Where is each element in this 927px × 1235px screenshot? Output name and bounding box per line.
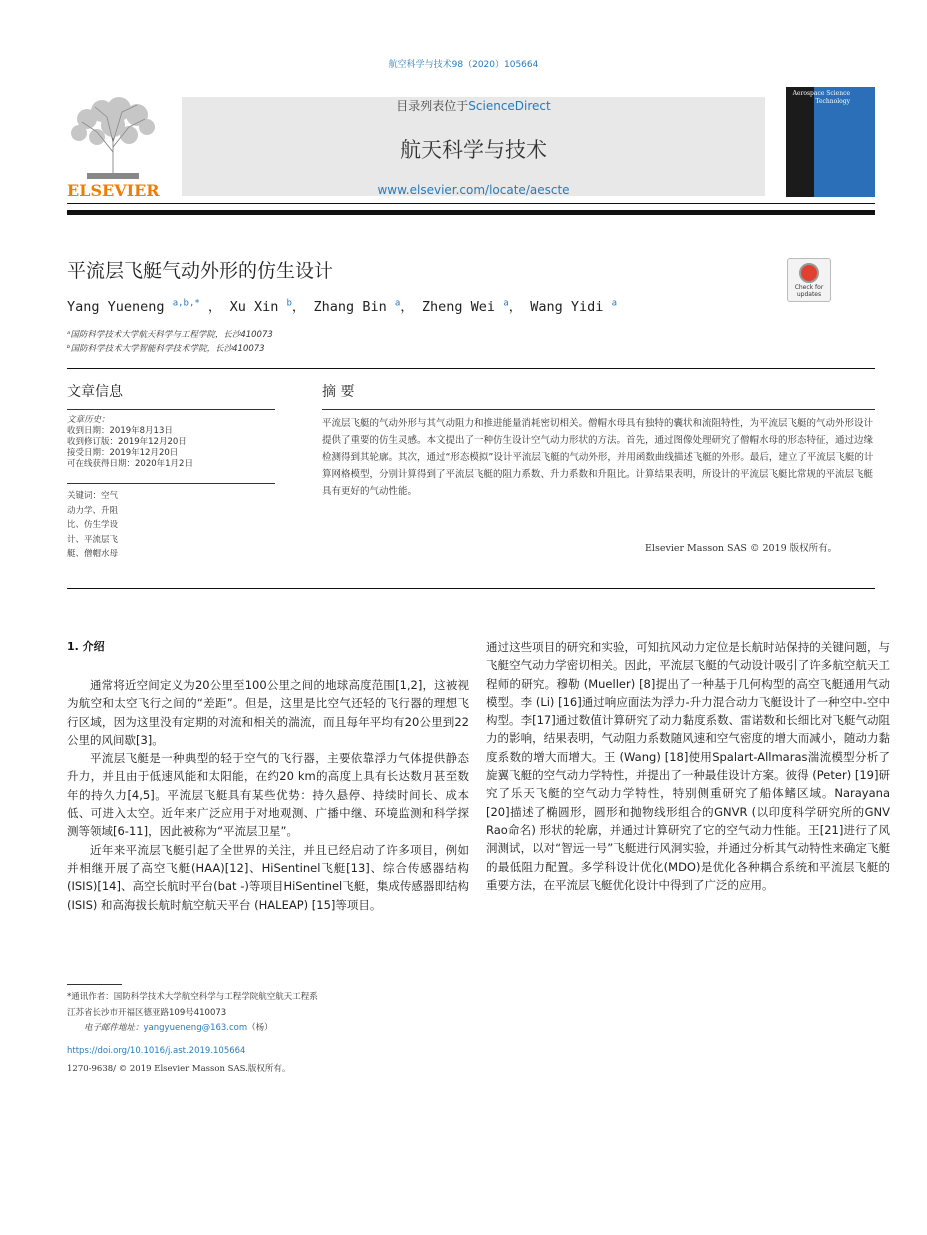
history-item: 收到日期：2019年8月13日 bbox=[67, 426, 173, 436]
section-rule bbox=[67, 368, 875, 369]
abstract-heading: 摘 要 bbox=[322, 384, 355, 400]
author-separator: ， bbox=[291, 299, 306, 315]
author-affil-mark[interactable]: a,b,* bbox=[172, 298, 200, 309]
email-suffix: （杨） bbox=[247, 1023, 273, 1033]
history-item: 接受日期：2019年12月20日 bbox=[67, 448, 179, 458]
section-heading-introduction: 1. 介绍 bbox=[67, 640, 105, 653]
sciencedirect-link[interactable]: ScienceDirect bbox=[468, 99, 551, 113]
author-list bbox=[67, 295, 617, 315]
article-history bbox=[67, 415, 275, 470]
doi-link[interactable] bbox=[67, 1046, 245, 1056]
info-rule bbox=[67, 409, 275, 410]
affiliation-a: ᵃ国防科学技术大学航天科学与工程学院，长沙410073 bbox=[67, 330, 273, 340]
author-affil-mark[interactable]: a bbox=[503, 298, 509, 309]
keyword-line: 关键词：空气 bbox=[67, 491, 119, 501]
body-paragraph: 通过这些项目的研究和实验，可知抗风动力定位是长航时站保持的关键问题，与飞艇空气动力学密切相关。因此，平流层飞艇的气动设计吸引了许多航空航天工程师的研究。穆勒 (Mueller) [8]提出了一种基于几何构型的高空飞艇通用气动模型。李 (Li) [16]通过响应面法为浮力-升力混合动力飞艇设计了一种空中-空中构型。李[17]通过数值计算研究了动力黏度系数、雷诺数和长细比对飞艇气动阻力的影响，结果表明，气动阻力系数随风速和空气密度的增大而减小，随动力黏度系数的增大而增大。王 (Wang) [18]使用Spalart-Allmaras湍流模型分析了旋翼飞艇的空气动力学特性，并提出了一种最佳设计方案。彼得 (Peter) [19]研究了乐天飞艇的空气动力学特性，特别侧重研究了船体鳍区域。Narayana [20]描述了椭圆形，圆形和抛物线形组合的GNVR (以印度科学研究所的GNV Rao命名) 形状的轮廓，并通过计算研究了它的空气动力性能。王[21]进行了风洞测试，以对“智远一号”飞艇进行风洞实验，并通过分析其气动特性来确定飞艇的最低阻力配置。多学科设计优化(MDO)是优化各种耦合系统和平流层飞艇的重要方法，在平流层飞艇优化设计中得到了广泛的应用。 bbox=[486, 640, 890, 892]
keyword-line: 比、仿生学设 bbox=[67, 520, 119, 530]
abstract-text: 平流层飞艇的气动外形与其气动阻力和推进能量消耗密切相关。僧帽水母具有独特的囊状和流阻特性，为平流层飞艇的气动外形设计提供了重要的仿生灵感。本文提出了一种仿生设计空气动力形状的方法。首先，通过图像处理研究了僧帽水母的形态特征，通过边缘检测得到其轮廓。其次，通过“形态模拟”设计平流层飞艇的气动外形，并用函数曲线描述飞艇的外形。最后，建立了平流层飞艇的计算网格模型，分别计算得到了平流层飞艇的阻力系数、升力系数和升阻比。计算结果表明，所设计的平流层飞艇比常规的平流层飞艇具有更好的气动性能。 bbox=[322, 418, 874, 497]
author-affil-mark[interactable]: b bbox=[286, 298, 292, 309]
body-paragraph: 近年来平流层飞艇引起了全世界的关注，并且已经启动了许多项目，例如并相继开展了高空飞艇(HAA)[12]、HiSentinel飞艇[13]、综合传感器结构(ISIS)[14]、高空长航时平台(bat -)等项目HiSentinel飞艇，集成传感器即结构 (ISIS) 和高海拔长航时航空航天平台 (HALEAP) [15]等项目。 bbox=[67, 842, 469, 912]
email-line bbox=[84, 1021, 273, 1033]
body-paragraph: 平流层飞艇是一种典型的轻于空气的飞行器，主要依靠浮力气体提供静态升力，并且由于低速风能和太阳能，在约20 km的高度上具有长达数月甚至数年的持久力[4,5]。平流层飞艇具有某些优势：持久悬停、持续时间长、成本低、可进入太空。近年来广泛应用于对地观测、广播中继、环境监测和科学探测等领域[6-11]，因此被称为“平流层卫星”。 bbox=[67, 751, 469, 839]
journal-cover-title: Aerospace Science Technology bbox=[792, 90, 850, 105]
author-separator: ， bbox=[508, 299, 523, 315]
history-item: 收到修订版：2019年12月20日 bbox=[67, 437, 187, 447]
keyword-line: 计、平流层飞 bbox=[67, 534, 119, 545]
history-label: 文章历史： bbox=[67, 415, 110, 425]
abstract-rule bbox=[322, 409, 875, 410]
keyword-line: 艇、僧帽水母 bbox=[67, 549, 119, 559]
journal-reference[interactable]: 航空科学与技术98（2020）105664 bbox=[388, 60, 539, 70]
corresponding-address: 江苏省长沙市开福区德亚路109号410073 bbox=[67, 1008, 227, 1018]
keyword-line: 动力学、升阻 bbox=[67, 505, 119, 516]
check-updates-label: Check for updates bbox=[794, 284, 824, 298]
doi-text[interactable]: https://doi.org/10.1016/j.ast.2019.105664 bbox=[67, 1046, 246, 1056]
header-rule bbox=[67, 203, 875, 204]
body-column-left bbox=[67, 676, 469, 914]
affiliation-b: ᵇ国防科学技术大学智能科学技术学院，长沙410073 bbox=[67, 344, 265, 354]
author-affil-mark[interactable]: a bbox=[394, 298, 401, 309]
history-item: 可在线获得日期：2020年1月2日 bbox=[67, 459, 193, 469]
contents-prefix: 目录列表位于 bbox=[396, 99, 469, 113]
keywords bbox=[67, 489, 137, 562]
body-paragraph: 通常将近空间定义为20公里至100公里之间的地球高度范围[1,2]，这被视为航空和太空飞行之间的“差距”。但是，这里是比空气还轻的飞行器的理想飞行区域，因为这里没有定期的对流和相关的湍流，而且每年平均有20公里到22公里的风间歇[3]。 bbox=[67, 678, 469, 747]
info-rule-2 bbox=[67, 483, 275, 484]
email-label: 电子邮件地址： bbox=[84, 1023, 144, 1033]
email-link[interactable]: yangyueneng@163.com bbox=[143, 1023, 248, 1033]
abstract-bottom-rule bbox=[67, 588, 875, 589]
issn-copyright: 1270-9638/ © 2019 Elsevier Masson SAS.版权所有。 bbox=[67, 1064, 291, 1074]
header-thick-rule bbox=[67, 210, 875, 215]
check-for-updates-button[interactable] bbox=[787, 258, 831, 302]
check-updates-icon bbox=[799, 263, 819, 283]
journal-url-link[interactable]: www.elsevier.com/locate/aescte bbox=[377, 183, 570, 197]
body-column-right bbox=[486, 638, 890, 894]
author-affil-mark[interactable]: a bbox=[611, 298, 617, 309]
author-name[interactable]: Yang Yueneng bbox=[67, 299, 165, 315]
article-info-heading: 文章信息 bbox=[67, 384, 123, 400]
contents-line bbox=[182, 97, 765, 114]
author-separator: ， bbox=[400, 299, 414, 315]
footnote-rule bbox=[67, 984, 122, 985]
abstract-copyright: Elsevier Masson SAS © 2019 版权所有。 bbox=[645, 543, 838, 554]
author-name[interactable]: Xu Xin bbox=[229, 299, 279, 315]
author-name[interactable]: Wang Yidi bbox=[530, 299, 604, 315]
journal-name: 航天科学与技术 bbox=[400, 138, 547, 162]
publisher-name: ELSEVIER bbox=[67, 181, 160, 200]
article-title: 平流层飞艇气动外形的仿生设计 bbox=[67, 260, 334, 282]
author-name[interactable]: Zhang Bin bbox=[313, 299, 387, 315]
corresponding-author-note: *通讯作者：国防科学技术大学航空科学与工程学院航空航天工程系 bbox=[67, 992, 318, 1002]
author-separator: ， bbox=[207, 299, 222, 315]
author-name[interactable]: Zheng Wei bbox=[421, 299, 496, 315]
